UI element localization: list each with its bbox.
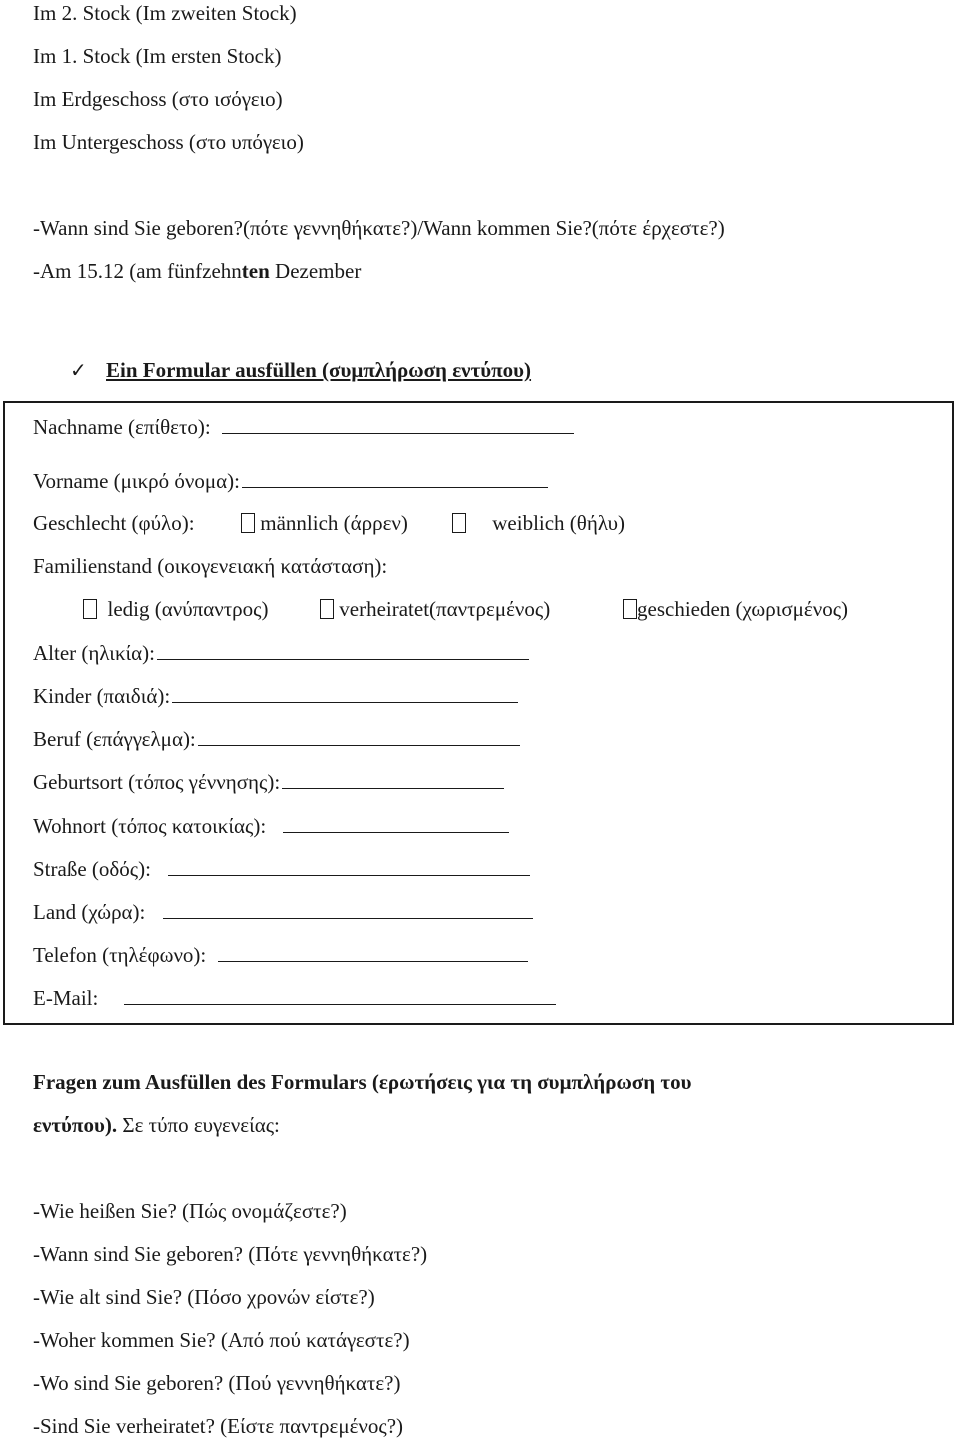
question-item: -Wo sind Sie geboren? (Πού γεννηθήκατε?) [33,1371,401,1395]
floor-line-ground: Im Erdgeschoss (στο ισόγειο) [33,87,283,111]
birthday-answer [33,258,361,284]
answer-text-bold: ten [241,259,270,283]
wohnort-field[interactable] [283,812,509,833]
geburtsort-row [33,768,504,795]
question-item: -Sind Sie verheiratet? (Είστε παντρεμένος?) [33,1414,404,1438]
maennlich-checkbox[interactable] [241,513,255,533]
ledig-option[interactable] [83,596,268,622]
wohnort-row [33,812,509,839]
beruf-label: Beruf (επάγγελμα): [33,727,196,751]
answer-text-after: Dezember [269,259,362,283]
kinder-field[interactable] [172,682,518,703]
vorname-row [33,467,548,494]
section-heading [70,356,531,384]
question-item: -Wann sind Sie geboren? (Πότε γεννηθήκατε?) [33,1242,428,1266]
kinder-row [33,682,518,709]
alter-field[interactable] [157,639,529,660]
question-item: -Woher kommen Sie? (Από πού κατάγεστε?) [33,1328,410,1352]
floor-line-2: Im 2. Stock (Im zweiten Stock) [33,1,297,25]
alter-row [33,639,529,666]
wohnort-label: Wohnort (τόπος κατοικίας): [33,814,267,838]
weiblich-option[interactable] [452,510,625,536]
geschieden-option[interactable] [623,596,848,622]
nachname-label: Nachname (επίθετο): [33,415,211,439]
email-field[interactable] [124,984,556,1005]
beruf-row [33,725,520,752]
questions-heading-bold: εντύπου). [33,1113,118,1137]
questions-heading-normal: Σε τύπο ευγενείας: [117,1113,280,1137]
geschlecht-row [33,510,195,536]
maennlich-option[interactable] [241,510,408,536]
land-row [33,898,533,925]
vorname-label: Vorname (μικρό όνομα): [33,469,240,493]
email-label: E-Mail: [33,986,99,1010]
birthday-question: -Wann sind Sie geboren?(πότε γεννηθήκατε?)/Wann kommen Sie?(πότε έρχεστε?) [33,216,725,240]
weiblich-checkbox[interactable] [452,513,466,533]
kinder-label: Kinder (παιδιά): [33,684,171,708]
telefon-field[interactable] [218,941,528,962]
land-label: Land (χώρα): [33,900,146,924]
geschlecht-label: Geschlecht (φύλο): [33,511,195,535]
strasse-row [33,855,530,882]
vorname-field[interactable] [242,467,548,488]
nachname-field[interactable] [222,413,574,434]
floor-line-basement: Im Untergeschoss (στο υπόγειο) [33,130,304,154]
strasse-label: Straße (οδός): [33,857,151,881]
floor-line-1: Im 1. Stock (Im ersten Stock) [33,44,282,68]
answer-text-before: -Am 15.12 (am fünfzehn [33,259,242,283]
questions-heading-line1: Fragen zum Ausfüllen des Formulars (ερωτήσεις για τη συμπλήρωση του [33,1070,692,1094]
familienstand-row [33,553,387,579]
question-item: -Wie heißen Sie? (Πώς ονομάζεστε?) [33,1199,347,1223]
ledig-label: ledig (ανύπαντρος) [107,597,269,621]
question-item: -Wie alt sind Sie? (Πόσο χρονών είστε?) [33,1285,375,1309]
geschieden-checkbox[interactable] [623,599,637,619]
section-heading-text: Ein Formular ausfüllen (συμπλήρωση εντύπου) [106,358,532,382]
weiblich-label: weiblich (θήλυ) [492,511,626,535]
geburtsort-field[interactable] [282,768,504,789]
geburtsort-label: Geburtsort (τόπος γέννησης): [33,770,281,794]
beruf-field[interactable] [198,725,520,746]
email-row [33,984,556,1011]
ledig-checkbox[interactable] [83,599,97,619]
telefon-label: Telefon (τηλέφωνο): [33,943,207,967]
familienstand-label: Familienstand (οικογενειακή κατάσταση): [33,554,388,578]
maennlich-label: männlich (άρρεν) [260,511,408,535]
checkmark-icon: ✓ [70,358,87,382]
form-box [3,401,954,1025]
questions-heading-line2 [33,1112,280,1138]
verheiratet-option[interactable] [320,596,550,622]
verheiratet-label: verheiratet(παντρεμένος) [339,597,551,621]
alter-label: Alter (ηλικία): [33,641,156,665]
geschieden-label: geschieden (χωρισμένος) [637,597,849,621]
verheiratet-checkbox[interactable] [320,599,334,619]
nachname-row [33,413,574,440]
telefon-row [33,941,528,968]
strasse-field[interactable] [168,855,530,876]
land-field[interactable] [163,898,533,919]
